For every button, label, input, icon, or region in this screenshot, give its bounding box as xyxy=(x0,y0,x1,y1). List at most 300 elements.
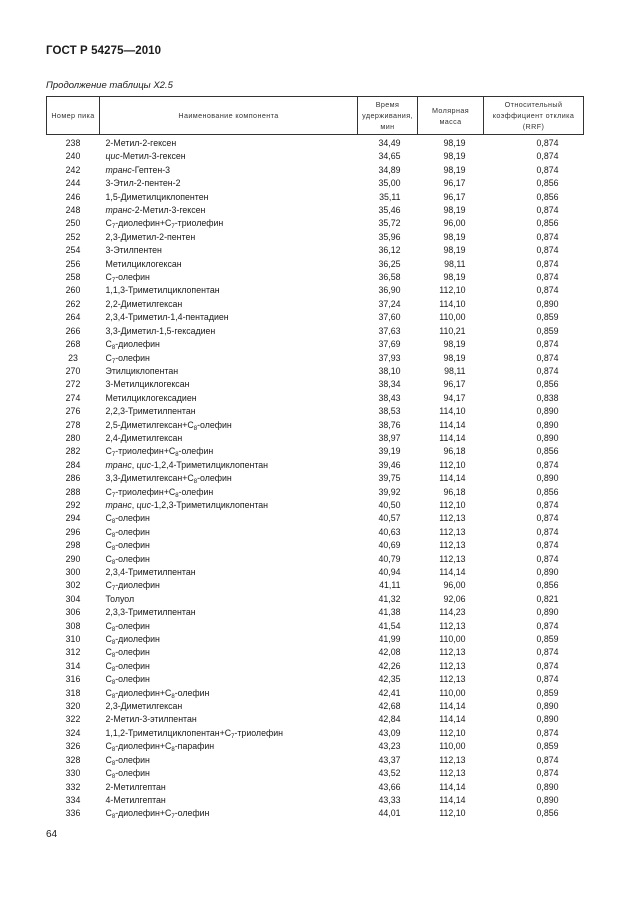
retention-time-cell: 43,09 xyxy=(378,727,401,738)
peak-number-cell: 318 xyxy=(65,687,81,698)
component-name-cell: $C_7$-диолефин xyxy=(105,580,160,593)
table-row xyxy=(47,526,584,539)
retention-time-cell: 40,50 xyxy=(378,499,401,510)
rrf-cell: 0,874 xyxy=(536,231,559,242)
rrf-cell: 0,874 xyxy=(536,365,559,376)
component-name-cell: Метилциклогексан xyxy=(105,258,182,269)
component-name-cell: Метилциклогексадиен xyxy=(105,392,197,403)
rrf-cell: 0,874 xyxy=(536,513,559,524)
table-continuation-caption: Продолжение таблицы Х2.5 xyxy=(46,80,173,91)
peak-number-cell: 328 xyxy=(65,754,81,765)
peak-number-cell: 288 xyxy=(65,486,81,497)
peak-number-cell: 336 xyxy=(65,808,81,819)
rrf-cell: 0,874 xyxy=(536,620,559,631)
peak-number-cell: 278 xyxy=(65,419,81,430)
retention-time-cell: 38,10 xyxy=(378,365,401,376)
molar-mass-cell: 98,19 xyxy=(443,151,466,162)
component-name-cell: 2-Метил-2-гексен xyxy=(105,138,177,148)
molar-mass-cell: 110,00 xyxy=(439,312,466,323)
molar-mass-cell: 112,13 xyxy=(439,540,466,551)
table-row xyxy=(47,486,584,499)
retention-time-cell: 43,66 xyxy=(378,781,401,792)
rrf-cell: 0,874 xyxy=(536,540,559,551)
peak-number-cell: 326 xyxy=(65,741,81,752)
component-name-cell: транс, цис-1,2,4-Триметилциклопентан xyxy=(105,459,269,470)
peak-number-cell: 240 xyxy=(65,151,81,162)
molar-mass-cell: 112,13 xyxy=(439,620,466,631)
molar-mass-cell: 114,14 xyxy=(439,567,466,577)
rrf-cell: 0,874 xyxy=(536,727,559,738)
rrf-cell: 0,856 xyxy=(536,808,559,819)
table-row xyxy=(47,633,584,646)
rrf-cell: 0,890 xyxy=(536,406,559,417)
component-name-cell: 4-Метилгептан xyxy=(105,794,166,805)
retention-time-cell: 40,57 xyxy=(378,513,401,524)
peak-number-cell: 258 xyxy=(65,272,81,283)
peak-number-cell: 320 xyxy=(65,701,81,712)
retention-time-cell: 41,54 xyxy=(378,620,401,631)
peak-number-cell: 238 xyxy=(65,138,81,148)
molar-mass-cell: 114,14 xyxy=(439,432,466,443)
rrf-cell: 0,874 xyxy=(536,647,559,658)
rrf-cell: 0,874 xyxy=(536,352,559,363)
molar-mass-cell: 112,10 xyxy=(439,499,466,510)
rrf-cell: 0,874 xyxy=(536,526,559,537)
molar-mass-cell: 110,21 xyxy=(439,325,466,336)
peak-number-cell: 23 xyxy=(68,352,78,363)
rrf-cell: 0,874 xyxy=(536,674,559,685)
retention-time-cell: 35,11 xyxy=(379,191,401,202)
molar-mass-cell: 98,19 xyxy=(443,272,466,283)
peak-number-cell: 310 xyxy=(65,634,81,645)
peak-number-cell: 250 xyxy=(65,218,81,229)
rrf-cell: 0,859 xyxy=(536,634,559,645)
component-name-cell: $C_8$-олефин xyxy=(105,660,150,673)
retention-time-cell: 37,93 xyxy=(378,352,401,363)
rrf-cell: 0,856 xyxy=(536,178,559,189)
table-row xyxy=(47,338,584,351)
retention-time-cell: 41,38 xyxy=(378,607,401,618)
retention-time-cell: 40,79 xyxy=(378,553,401,564)
table-row xyxy=(47,700,584,713)
retention-time-cell: 34,89 xyxy=(378,164,401,175)
component-name-cell: $C_8$-олефин xyxy=(105,754,150,767)
peak-number-cell: 290 xyxy=(65,553,81,564)
molar-mass-cell: 96,18 xyxy=(443,446,466,457)
component-name-cell: 3-Метилциклогексан xyxy=(105,379,190,390)
molar-mass-cell: 98,19 xyxy=(443,205,466,216)
molar-mass-cell: 96,18 xyxy=(443,486,466,497)
retention-time-cell: 41,99 xyxy=(378,634,401,645)
table-row xyxy=(47,579,584,592)
peak-number-cell: 292 xyxy=(65,499,81,510)
component-name-cell: $1,1,2-Триметилциклопентан+C_7$-триолефин xyxy=(105,727,283,740)
component-name-cell: $C_8$-диолефин xyxy=(105,634,160,647)
peak-number-cell: 286 xyxy=(65,473,81,484)
molar-mass-cell: 92,06 xyxy=(443,593,466,604)
table-row xyxy=(47,419,584,432)
component-name-cell: 2,3,4-Триметилпентан xyxy=(105,567,196,577)
retention-time-cell: 41,11 xyxy=(379,580,401,591)
peak-number-cell: 252 xyxy=(65,231,81,242)
table-row xyxy=(47,781,584,794)
retention-time-cell: 42,08 xyxy=(378,647,401,658)
peak-number-cell: 284 xyxy=(65,459,81,470)
rrf-cell: 0,859 xyxy=(536,312,559,323)
component-name-cell: транс, цис-1,2,3-Триметилциклопентан xyxy=(105,499,269,510)
peak-number-cell: 268 xyxy=(65,339,81,350)
table-row xyxy=(47,392,584,405)
component-name-cell: 2,3-Диметил-2-пентен xyxy=(105,231,196,242)
table-row xyxy=(47,164,584,177)
peak-number-cell: 312 xyxy=(65,647,81,658)
rrf-cell: 0,856 xyxy=(536,191,559,202)
component-name-cell: $C_7$-олефин xyxy=(105,272,150,285)
peak-number-cell: 246 xyxy=(65,191,81,202)
table-row xyxy=(47,646,584,659)
component-name-cell: 2-Метилгептан xyxy=(105,781,166,792)
rrf-cell: 0,874 xyxy=(536,164,559,175)
rrf-cell: 0,890 xyxy=(536,714,559,725)
rrf-cell: 0,874 xyxy=(536,245,559,256)
molar-mass-cell: 98,19 xyxy=(443,231,466,242)
retention-time-cell: 42,68 xyxy=(378,701,401,712)
component-name-cell: 2,4-Диметилгексан xyxy=(105,432,183,443)
molar-mass-cell: 96,17 xyxy=(443,191,466,202)
components-table xyxy=(46,96,584,821)
table-row xyxy=(47,244,584,257)
rrf-cell: 0,856 xyxy=(536,379,559,390)
molar-mass-cell: 112,13 xyxy=(439,513,466,524)
table-row xyxy=(47,258,584,271)
rrf-cell: 0,890 xyxy=(536,473,559,484)
peak-number-cell: 264 xyxy=(65,312,81,323)
component-name-cell: 3,3-Диметил-1,5-гексадиен xyxy=(105,325,216,336)
retention-time-cell: 34,65 xyxy=(378,151,401,162)
component-name-cell: $3,3-Диметилгексан+C_8$-олефин xyxy=(105,473,232,486)
component-name-cell: 2,2-Диметилгексан xyxy=(105,298,183,309)
retention-time-cell: 41,32 xyxy=(378,593,401,604)
component-name-cell: 2-Метил-3-этилпентан xyxy=(105,714,197,725)
retention-time-cell: 35,00 xyxy=(378,178,401,189)
table-row xyxy=(47,499,584,512)
molar-mass-cell: 112,13 xyxy=(439,526,466,537)
component-name-cell: 3-Этилпентен xyxy=(105,245,162,256)
component-name-cell: 2,3,4-Триметил-1,4-пентадиен xyxy=(105,312,229,323)
retention-time-cell: 42,35 xyxy=(378,674,401,685)
rrf-cell: 0,890 xyxy=(536,781,559,792)
retention-time-cell: 43,23 xyxy=(378,741,401,752)
table-row xyxy=(47,740,584,753)
peak-number-cell: 330 xyxy=(65,768,81,779)
table-row xyxy=(47,191,584,204)
table-row xyxy=(47,432,584,445)
table-row xyxy=(47,135,584,151)
retention-time-cell: 38,53 xyxy=(378,406,401,417)
table-row xyxy=(47,365,584,378)
peak-number-cell: 334 xyxy=(65,794,81,805)
retention-time-cell: 42,41 xyxy=(378,687,401,698)
peak-number-cell: 260 xyxy=(65,285,81,296)
component-name-cell: $C_8$-диолефин xyxy=(105,339,160,352)
peak-number-cell: 270 xyxy=(65,365,81,376)
peak-number-cell: 266 xyxy=(65,325,81,336)
component-name-cell: $C_7-триолефин+C_8$-олефин xyxy=(105,486,214,499)
molar-mass-cell: 114,14 xyxy=(439,701,466,712)
rrf-cell: 0,874 xyxy=(536,499,559,510)
peak-number-cell: 300 xyxy=(65,567,81,577)
molar-mass-cell: 114,23 xyxy=(439,607,466,618)
component-name-cell: транс-Гептен-3 xyxy=(105,164,171,175)
retention-time-cell: 38,43 xyxy=(378,392,401,403)
molar-mass-cell: 114,14 xyxy=(439,473,466,484)
rrf-cell: 0,874 xyxy=(536,768,559,779)
rrf-cell: 0,821 xyxy=(536,593,559,604)
table-row xyxy=(47,352,584,365)
molar-mass-cell: 96,00 xyxy=(443,580,466,591)
rrf-cell: 0,874 xyxy=(536,258,559,269)
component-name-cell: транс-2-Метил-3-гексен xyxy=(105,205,206,216)
retention-time-cell: 40,94 xyxy=(378,567,401,577)
table-row xyxy=(47,231,584,244)
rrf-cell: 0,874 xyxy=(536,339,559,350)
component-name-cell: 2,2,3-Триметилпентан xyxy=(105,406,196,417)
rrf-cell: 0,859 xyxy=(536,325,559,336)
retention-time-cell: 43,37 xyxy=(378,754,401,765)
table-row xyxy=(47,217,584,230)
component-name-cell: $C_7-диолефин+C_7$-триолефин xyxy=(105,218,224,231)
peak-number-cell: 276 xyxy=(65,406,81,417)
peak-number-cell: 244 xyxy=(65,178,81,189)
column-header-molar-mass: Молярная масса xyxy=(418,97,484,135)
component-name-cell: $C_8$-олефин xyxy=(105,526,150,539)
rrf-cell: 0,856 xyxy=(536,446,559,457)
retention-time-cell: 38,76 xyxy=(378,419,401,430)
molar-mass-cell: 110,00 xyxy=(439,634,466,645)
retention-time-cell: 43,52 xyxy=(378,768,401,779)
molar-mass-cell: 112,13 xyxy=(439,553,466,564)
component-name-cell: $C_7-триолефин+C_8$-олефин xyxy=(105,446,214,459)
rrf-cell: 0,874 xyxy=(536,285,559,296)
component-name-cell: 3-Этил-2-пентен-2 xyxy=(105,178,181,189)
table-header-row xyxy=(47,97,584,135)
table-row xyxy=(47,660,584,673)
component-name-cell: $C_8-диолефин+C_8$-парафин xyxy=(105,741,215,754)
table-row xyxy=(47,311,584,324)
peak-number-cell: 294 xyxy=(65,513,81,524)
rrf-cell: 0,856 xyxy=(536,580,559,591)
component-name-cell: 2,3-Диметилгексан xyxy=(105,701,183,712)
table-row xyxy=(47,713,584,726)
retention-time-cell: 39,75 xyxy=(378,473,401,484)
peak-number-cell: 306 xyxy=(65,607,81,618)
retention-time-cell: 36,90 xyxy=(378,285,401,296)
molar-mass-cell: 96,17 xyxy=(443,379,466,390)
peak-number-cell: 332 xyxy=(65,781,81,792)
component-name-cell: цис-Метил-3-гексен xyxy=(105,151,186,162)
retention-time-cell: 39,19 xyxy=(378,446,401,457)
rrf-cell: 0,890 xyxy=(536,298,559,309)
peak-number-cell: 322 xyxy=(65,714,81,725)
peak-number-cell: 256 xyxy=(65,258,81,269)
molar-mass-cell: 98,11 xyxy=(444,365,466,376)
peak-number-cell: 314 xyxy=(65,660,81,671)
peak-number-cell: 316 xyxy=(65,674,81,685)
column-header-retention-time: Время удерживания, мин xyxy=(358,97,418,135)
peak-number-cell: 302 xyxy=(65,580,81,591)
retention-time-cell: 38,34 xyxy=(378,379,401,390)
table-row xyxy=(47,405,584,418)
component-name-cell: $C_8$-олефин xyxy=(105,647,150,660)
rrf-cell: 0,874 xyxy=(536,138,559,148)
molar-mass-cell: 112,13 xyxy=(439,647,466,658)
molar-mass-cell: 112,10 xyxy=(439,808,466,819)
molar-mass-cell: 112,10 xyxy=(439,727,466,738)
document-title: ГОСТ Р 54275—2010 xyxy=(46,45,162,57)
retention-time-cell: 35,96 xyxy=(378,231,401,242)
molar-mass-cell: 96,17 xyxy=(443,178,466,189)
retention-time-cell: 35,46 xyxy=(378,205,401,216)
rrf-cell: 0,859 xyxy=(536,687,559,698)
rrf-cell: 0,890 xyxy=(536,419,559,430)
rrf-cell: 0,874 xyxy=(536,660,559,671)
rrf-cell: 0,856 xyxy=(536,486,559,497)
table-row xyxy=(47,566,584,579)
table-row xyxy=(47,767,584,780)
molar-mass-cell: 112,13 xyxy=(439,660,466,671)
retention-time-cell: 39,46 xyxy=(378,459,401,470)
retention-time-cell: 37,63 xyxy=(378,325,401,336)
molar-mass-cell: 110,00 xyxy=(439,687,466,698)
component-name-cell: $C_8$-олефин xyxy=(105,768,150,781)
component-name-cell: $C_8$-олефин xyxy=(105,540,150,553)
retention-time-cell: 42,84 xyxy=(378,714,401,725)
rrf-cell: 0,874 xyxy=(536,754,559,765)
molar-mass-cell: 112,13 xyxy=(439,768,466,779)
rrf-cell: 0,874 xyxy=(536,151,559,162)
retention-time-cell: 39,92 xyxy=(378,486,401,497)
retention-time-cell: 40,63 xyxy=(378,526,401,537)
peak-number-cell: 296 xyxy=(65,526,81,537)
component-name-cell: $C_8$-олефин xyxy=(105,620,150,633)
component-name-cell: $C_7$-олефин xyxy=(105,352,150,365)
molar-mass-cell: 114,14 xyxy=(439,419,466,430)
molar-mass-cell: 114,14 xyxy=(439,714,466,725)
table-row xyxy=(47,177,584,190)
page-number: 64 xyxy=(46,829,58,840)
table-row xyxy=(47,673,584,686)
molar-mass-cell: 114,10 xyxy=(439,298,466,309)
component-name-cell: 2,3,3-Триметилпентан xyxy=(105,607,196,618)
peak-number-cell: 308 xyxy=(65,620,81,631)
peak-number-cell: 254 xyxy=(65,245,81,256)
component-name-cell: 1,5-Диметилциклопентен xyxy=(105,191,209,202)
table-row xyxy=(47,378,584,391)
molar-mass-cell: 94,17 xyxy=(443,392,466,403)
column-header-peak-number: Номер пика xyxy=(47,97,100,135)
table-row xyxy=(47,754,584,767)
molar-mass-cell: 110,00 xyxy=(439,741,466,752)
retention-time-cell: 42,26 xyxy=(378,660,401,671)
rrf-cell: 0,874 xyxy=(536,205,559,216)
component-name-cell: $C_8$-олефин xyxy=(105,513,150,526)
rrf-cell: 0,859 xyxy=(536,741,559,752)
molar-mass-cell: 98,19 xyxy=(443,339,466,350)
column-header-rrf: Относительный коэффициент отклика (RRF) xyxy=(484,97,584,135)
molar-mass-cell: 112,13 xyxy=(439,674,466,685)
table-row xyxy=(47,727,584,740)
table-row xyxy=(47,606,584,619)
rrf-cell: 0,890 xyxy=(536,701,559,712)
retention-time-cell: 38,97 xyxy=(378,432,401,443)
molar-mass-cell: 98,19 xyxy=(443,164,466,175)
molar-mass-cell: 114,14 xyxy=(439,794,466,805)
rrf-cell: 0,874 xyxy=(536,459,559,470)
rrf-cell: 0,838 xyxy=(536,392,559,403)
molar-mass-cell: 114,10 xyxy=(439,406,466,417)
table-row xyxy=(47,593,584,606)
molar-mass-cell: 114,14 xyxy=(439,781,466,792)
molar-mass-cell: 98,19 xyxy=(443,352,466,363)
component-name-cell: $C_8-диолефин+C_7$-олефин xyxy=(105,808,210,821)
table-row xyxy=(47,620,584,633)
rrf-cell: 0,856 xyxy=(536,218,559,229)
table-row xyxy=(47,271,584,284)
peak-number-cell: 248 xyxy=(65,205,81,216)
rrf-cell: 0,890 xyxy=(536,794,559,805)
molar-mass-cell: 112,13 xyxy=(439,754,466,765)
component-name-cell: $C_8$-олефин xyxy=(105,674,150,687)
rrf-cell: 0,874 xyxy=(536,272,559,283)
peak-number-cell: 298 xyxy=(65,540,81,551)
rrf-cell: 0,874 xyxy=(536,553,559,564)
retention-time-cell: 37,24 xyxy=(378,298,401,309)
rrf-cell: 0,890 xyxy=(536,607,559,618)
rrf-cell: 0,890 xyxy=(536,567,559,577)
table-row xyxy=(47,298,584,311)
retention-time-cell: 43,33 xyxy=(378,794,401,805)
peak-number-cell: 274 xyxy=(65,392,81,403)
table-row xyxy=(47,687,584,700)
molar-mass-cell: 98,11 xyxy=(444,258,466,269)
peak-number-cell: 282 xyxy=(65,446,81,457)
table-row xyxy=(47,325,584,338)
table-row xyxy=(47,445,584,458)
retention-time-cell: 36,12 xyxy=(378,245,401,256)
component-name-cell: $C_8-диолефин+C_8$-олефин xyxy=(105,687,210,700)
peak-number-cell: 304 xyxy=(65,593,81,604)
retention-time-cell: 40,69 xyxy=(378,540,401,551)
component-name-cell: $C_8$-олефин xyxy=(105,553,150,566)
column-header-component-name: Наименование компонента xyxy=(100,97,358,135)
table-row xyxy=(47,284,584,297)
table-row xyxy=(47,472,584,485)
peak-number-cell: 242 xyxy=(65,164,81,175)
retention-time-cell: 35,72 xyxy=(378,218,401,229)
retention-time-cell: 36,58 xyxy=(378,272,401,283)
peak-number-cell: 280 xyxy=(65,432,81,443)
table-row xyxy=(47,150,584,163)
table-row xyxy=(47,459,584,472)
table-row xyxy=(47,539,584,552)
retention-time-cell: 37,60 xyxy=(378,312,401,323)
component-name-cell: Этилциклопентан xyxy=(105,365,179,376)
table-row xyxy=(47,794,584,807)
component-name-cell: $2,5-Диметилгексан+C_8$-олефин xyxy=(105,419,232,432)
molar-mass-cell: 96,00 xyxy=(443,218,466,229)
component-name-cell: Толуол xyxy=(105,593,135,604)
retention-time-cell: 36,25 xyxy=(378,258,401,269)
